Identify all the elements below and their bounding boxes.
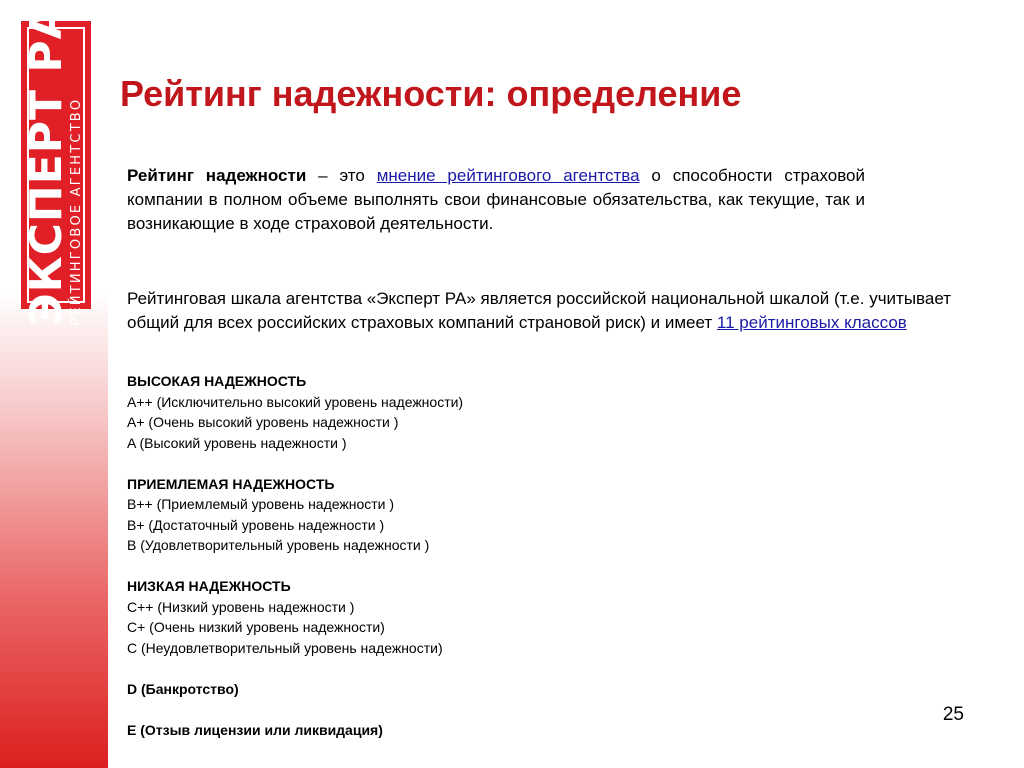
rating-class-item: A+ (Очень высокий уровень надежности ) [127, 414, 399, 430]
rating-classes-list [127, 371, 827, 761]
group-heading: ВЫСОКАЯ НАДЕЖНОСТЬ [127, 373, 307, 389]
page-number: 25 [942, 704, 964, 725]
rating-agency-opinion-link[interactable]: мнение рейтингового агентства [376, 166, 640, 185]
definition-text: о способности страховой компании в полном объеме выполнять свои финансовые обязательства, как текущие, так и возникающие в ходе страховой деятельности. [127, 166, 865, 233]
rating-class-item: C++ (Низкий уровень надежности ) [127, 598, 355, 615]
definition-connector: – это [306, 166, 377, 185]
rating-class-d: D (Банкротство) [127, 680, 239, 697]
rating-class-item: A++ (Исключительно высокий уровень надежности) [127, 393, 464, 410]
rating-class-item: B+ (Достаточный уровень надежности ) [127, 516, 385, 533]
logo-main-text: ЭКСПЕРТ РА [21, 4, 72, 326]
logo-text [21, 4, 85, 326]
definition-paragraph [127, 164, 865, 236]
rating-class-item: B++ (Приемлемый уровень надежности ) [127, 496, 395, 512]
logo-sub-text: РЕЙТИНГОВОЕ АГЕНТСТВО [69, 97, 84, 326]
group-heading: НИЗКАЯ НАДЕЖНОСТЬ [127, 578, 291, 594]
rating-class-item: C (Неудовлетворительный уровень надежности) [127, 639, 443, 656]
rating-classes-link[interactable]: 11 рейтинговых классов [716, 313, 907, 332]
rating-group-high [127, 371, 827, 453]
rating-group-acceptable [127, 474, 827, 556]
rating-group-low [127, 576, 827, 658]
logo-frame [21, 4, 85, 326]
expert-ra-logo [21, 4, 91, 326]
scale-text: Рейтинговая шкала агентства «Эксперт РА» является российской национальной шкалой (т.е. учитывает общий для всех российских страховых компаний страновой риск) и имеет [127, 289, 952, 332]
slide-title: Рейтинг надежности: определение [120, 73, 742, 114]
rating-class-e: E (Отзыв лицензии или ликвидация) [127, 721, 383, 738]
scale-paragraph [127, 287, 972, 335]
rating-class-item: A (Высокий уровень надежности ) [127, 434, 347, 451]
rating-class-item: B (Удовлетворительный уровень надежности ) [127, 537, 430, 553]
rating-class-item: C+ (Очень низкий уровень надежности) [127, 619, 385, 635]
definition-term: Рейтинг надежности [127, 166, 307, 185]
group-heading: ПРИЕМЛЕМАЯ НАДЕЖНОСТЬ [127, 475, 335, 492]
